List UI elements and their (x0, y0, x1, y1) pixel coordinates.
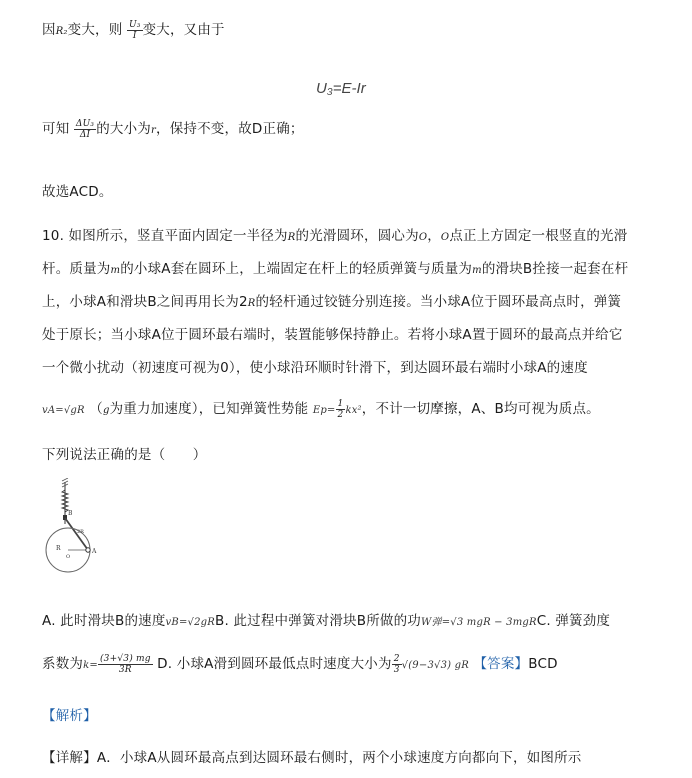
text-segment: 上，小球A和滑块B之间再用长为2 (42, 294, 248, 310)
fraction-half (336, 399, 346, 420)
label-2r: 2R (77, 529, 84, 535)
analysis-tag: 【解析】 (42, 708, 97, 724)
numerator: 2 (393, 653, 400, 664)
variable: m (472, 265, 482, 276)
denominator: 3 (393, 664, 400, 675)
option-b-label: B. 此过程中弹簧对滑块B所做的功 (215, 613, 422, 629)
numerator: ΔU₃ (75, 118, 95, 129)
variable: g (102, 405, 110, 416)
options-line-1 (42, 609, 610, 629)
text-segment: 的小球A套在圆环上，上端固定在杆上的轻质弹簧与质量为 (120, 261, 473, 277)
question-prompt: 下列说法正确的是（ ） (42, 447, 207, 463)
text-segment: 的大小为 (96, 121, 152, 137)
text-segment: （ (89, 401, 103, 417)
formula-k: k= (83, 660, 98, 671)
variable: R₂ (55, 26, 68, 37)
variable: m (110, 265, 121, 276)
options-line-2 (42, 652, 558, 675)
question-line-2 (42, 257, 628, 277)
question-line-5: 一个微小扰动（初速度可视为0），使小球沿环顺时针滑下，到达圆环最右端时小球A的速度 (42, 360, 588, 376)
text-segment: ， (427, 228, 441, 244)
text-segment: 可知 (42, 121, 70, 137)
text-segment: A．小球A从圆环最高点到达圆环最右侧时，两个小球 (96, 750, 418, 766)
question-line-3 (42, 290, 621, 310)
option-c-label: C. 弹簧劲度 (536, 613, 611, 629)
text-line-1 (42, 18, 225, 41)
formula-va: vA=√gR (42, 405, 85, 416)
denominator: ΔI (74, 129, 96, 140)
denominator: I (127, 30, 143, 41)
formula-root: √(9−3√3) gR (401, 660, 469, 671)
fraction-u3-over-i (127, 20, 143, 41)
spring (62, 490, 68, 512)
denominator: 3R (98, 664, 153, 675)
detail-tag: 【详解】 (42, 750, 97, 766)
formula-ep: Ep= (312, 405, 336, 416)
text-segment: 变大，则 (67, 22, 123, 38)
fraction-k (98, 654, 153, 675)
formula-vb: vB=√2gR (165, 617, 215, 628)
label-r: R (56, 545, 61, 552)
text-segment: 点正上方固定一根竖直的光滑 (449, 228, 628, 244)
text-segment: 系数为 (42, 656, 84, 672)
option-a-label: A. 此时滑块B的速度 (42, 613, 166, 629)
text-segment: 的光滑圆环，圆心为 (295, 228, 419, 244)
physics-figure (40, 478, 110, 582)
numerator: 1 (337, 398, 344, 409)
text-line-4: 故选ACD。 (42, 184, 113, 200)
text-line-3 (42, 117, 304, 140)
fraction-du3-over-di (74, 119, 96, 140)
equation: U₃=E-Ir (316, 80, 366, 97)
text-segment: 杆。质量为 (42, 261, 111, 277)
text-segment: 的轻杆通过铰链分别连接。当小球A位于圆环最高点时，弹簧 (255, 294, 622, 310)
variable: O (418, 232, 428, 243)
denominator: 2 (337, 409, 344, 420)
option-d-label: D. 小球A滑到圆环最低点时速度大小为 (157, 656, 392, 672)
formula-kx2: kx² (345, 405, 362, 416)
label-a: A (92, 548, 97, 555)
variable: R (247, 298, 256, 309)
variable: r (151, 125, 156, 136)
text-segment: 因 (42, 22, 56, 38)
question-line-6 (42, 397, 600, 420)
text-segment: ，保持不变，故D正确； (156, 121, 304, 137)
question-line-1 (42, 224, 627, 244)
numerator: (3+√3) mg (99, 653, 151, 664)
text-segment: 变大，又由于 (142, 22, 225, 38)
text-segment: 的滑块B拴接一起套在杆 (481, 261, 629, 277)
fraction-two-thirds (392, 654, 402, 675)
text-segment: 10. 如图所示，竖直平面内固定一半径为 (42, 228, 288, 244)
text-segment: 速度方向都向下，如图所示 (417, 750, 582, 766)
variable: O (440, 232, 450, 243)
text-segment: 为重力加速度），已知弹簧性势能 (109, 401, 309, 417)
ball-a (86, 548, 90, 552)
answer-value: BCD (528, 656, 558, 672)
formula-w-spring: W弹=√3 mgR − 3mgR (421, 617, 537, 628)
label-o: O (66, 554, 71, 560)
answer-tag: 【答案】 (473, 656, 529, 672)
variable: R (287, 232, 296, 243)
detail-line (42, 746, 582, 766)
text-segment: ，不计一切摩擦，A、B均可视为质点。 (361, 401, 600, 417)
label-b: B (68, 510, 73, 517)
question-line-4: 处于原长；当小球A位于圆环最右端时，装置能够保持静止。若将小球A置于圆环的最高点并给它 (42, 327, 623, 343)
numerator: U₃ (128, 19, 141, 30)
